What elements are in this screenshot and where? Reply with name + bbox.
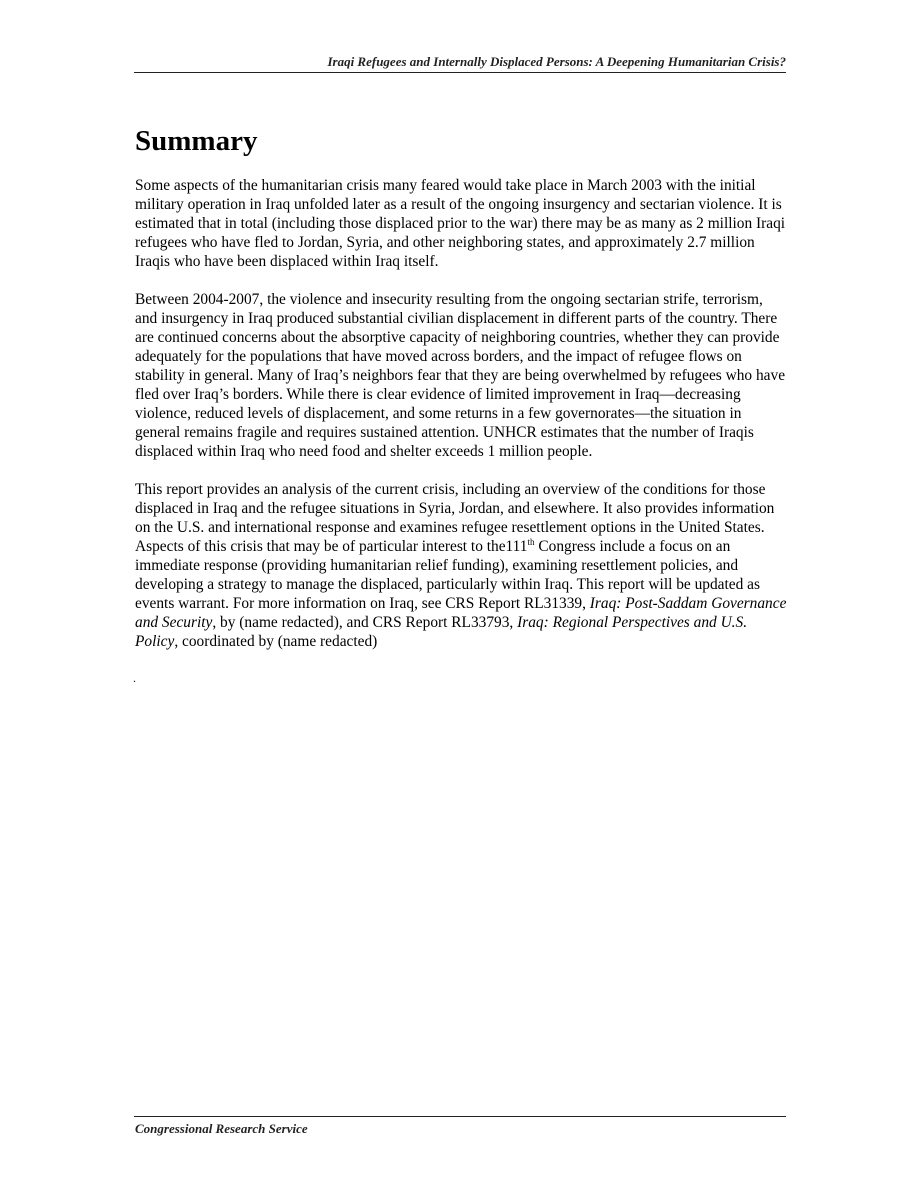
- summary-paragraph-1: Some aspects of the humanitarian crisis many feared would take place in March 2003 with the initial military operation in Iraq unfolded later as a result of the ongoing insurgency and sectarian violence. It is estimated that in total (including those displaced prior to the war) there may be as many as 2 million Iraqi refugees who have fled to Jordan, Syria, and other neighboring states, and approximately 2.7 million Iraqis who have been displaced within Iraq itself.: [135, 177, 786, 270]
- footer-organization: Congressional Research Service: [135, 1121, 308, 1136]
- header-rule: [134, 72, 786, 73]
- summary-body: [135, 176, 787, 670]
- stray-period: .: [133, 671, 136, 685]
- running-header: Iraqi Refugees and Internally Displaced Persons: A Deepening Humanitarian Crisis?: [327, 54, 786, 69]
- report-title-governance: Iraq: Post-Saddam Governance and Security: [135, 595, 787, 631]
- paragraph-3-text-c: , by (name redacted), and CRS Report RL33793,: [212, 614, 518, 631]
- report-title-regional: Iraq: Regional Perspectives and U.S. Policy: [135, 614, 748, 650]
- summary-paragraph-2: Between 2004-2007, the violence and insecurity resulting from the ongoing sectarian strife, terrorism, and insurgency in Iraq produced substantial civilian displacement in different parts of the country. There are continued concerns about the absorptive capacity of neighboring countries, whether they can provide adequately for the populations that have moved across borders, and the impact of refugee flows on stability in general. Many of Iraq’s neighbors fear that they are being overwhelmed by refugees who have fled over Iraq’s borders. While there is clear evidence of limited improvement in Iraq—decreasing violence, reduced levels of displacement, and some returns in a few governorates—the situation in general remains fragile and requires sustained attention. UNHCR estimates that the number of Iraqis displaced within Iraq who need food and shelter exceeds 1 million people.: [135, 291, 786, 460]
- ordinal-superscript: th: [527, 537, 535, 547]
- paragraph-3-text-d: , coordinated by (name redacted): [174, 633, 378, 650]
- summary-paragraph-3: [135, 480, 787, 651]
- paragraph-3-text-a: This report provides an analysis of the current crisis, including an overview of the conditions for those displaced in Iraq and the refugee situations in Syria, Jordan, and elsewhere. It also provides information on the U.S. and international response and examines refugee resettlement options in the United States. Aspects of this crisis that may be of particular interest to the111: [135, 481, 775, 555]
- footer-rule: [134, 1116, 786, 1117]
- paragraph-3-text-b: Congress include a focus on an immediate response (providing humanitarian relief funding), examining resettlement policies, and developing a strategy to manage the displaced, particularly within Iraq. This report will be updated as events warrant. For more information on Iraq, see CRS Report RL31339,: [135, 538, 760, 612]
- page-title: Summary: [135, 125, 258, 157]
